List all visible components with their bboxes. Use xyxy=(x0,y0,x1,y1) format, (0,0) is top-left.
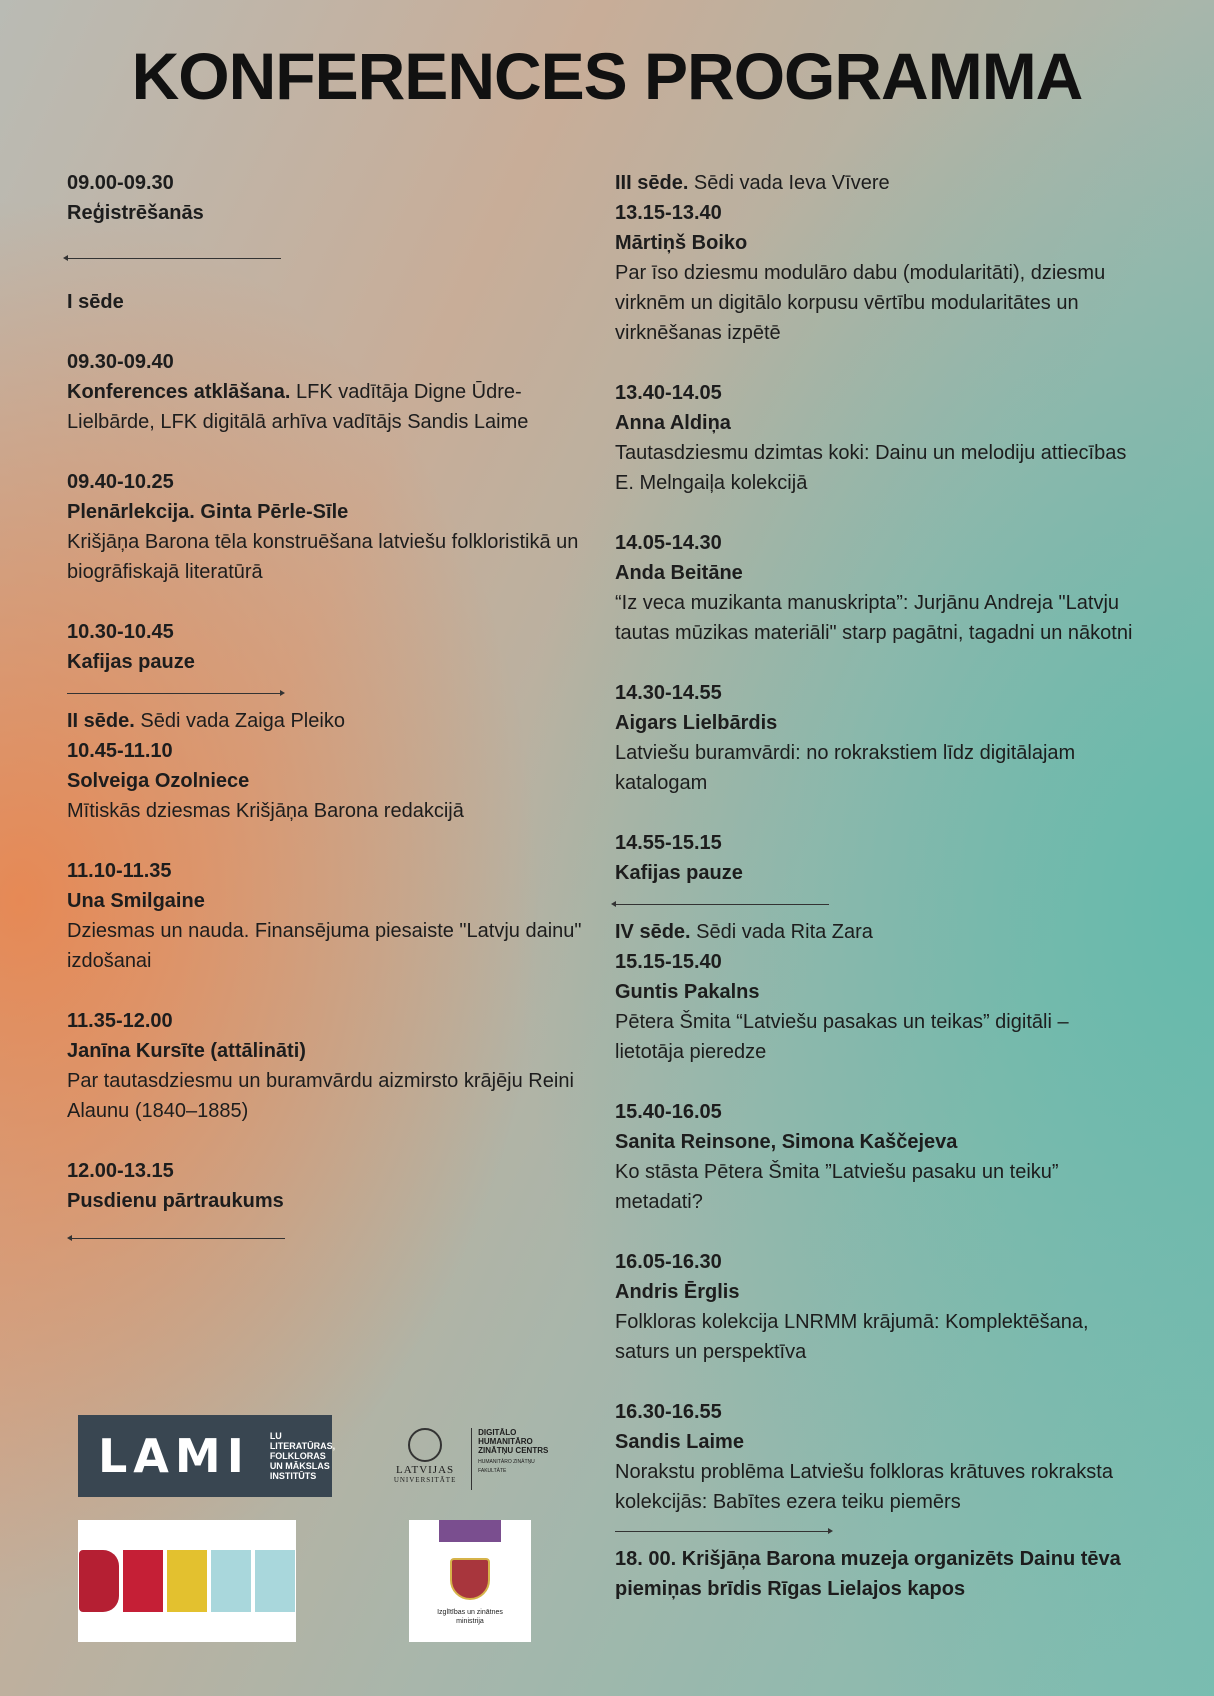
talk-title: “Iz veca muzikanta manuskripta”: Jurjānu Andreja "Latvju tautas mūzikas materiāli" starp pagātni, tagadni un nākotni xyxy=(615,592,1133,644)
time-label: 09.00-09.30 xyxy=(67,172,174,194)
time-label: 13.40-14.05 xyxy=(615,382,722,404)
session-1-heading xyxy=(67,287,587,317)
speaker-name: Andris Ērglis xyxy=(615,1281,740,1303)
session-2-block xyxy=(67,706,587,826)
talk-title: Norakstu problēma Latviešu folkloras krātuves rokraksta kolekcijās: Babītes ezera teiku piemērs xyxy=(615,1461,1113,1513)
session-heading xyxy=(615,168,1135,198)
section-divider xyxy=(615,1531,829,1532)
section-divider xyxy=(615,904,829,905)
time-label: 11.10-11.35 xyxy=(67,860,172,882)
section-divider xyxy=(67,258,281,259)
speaker-name: Anda Beitāne xyxy=(615,562,743,584)
break-label: Pusdienu pārtraukums xyxy=(67,1190,284,1212)
dhzc-name: DIGITĀLO HUMANITĀRO ZINĀTŅU CENTRS xyxy=(478,1428,549,1455)
talk-title: Folkloras kolekcija LNRMM krājumā: Komplektēšana, saturs un perspektīva xyxy=(615,1311,1089,1363)
lunch-block xyxy=(67,1156,587,1216)
talk-block xyxy=(615,378,1135,498)
time-label: 16.05-16.30 xyxy=(615,1251,722,1273)
break-label: Kafijas pauze xyxy=(67,651,195,673)
talk-title: Tautasdziesmu dzimtas koki: Dainu un melodiju attiecības E. Melngaiļa kolekcijā xyxy=(615,442,1127,494)
talk-block xyxy=(67,856,587,976)
section-divider xyxy=(67,693,281,694)
speaker-name: Anna Aldiņa xyxy=(615,412,731,434)
time-label: 13.15-13.40 xyxy=(615,202,722,224)
speaker-name: Guntis Pakalns xyxy=(615,981,760,1003)
talk-title: Ko stāsta Pētera Šmita ”Latviešu pasaku un teiku” metadati? xyxy=(615,1161,1059,1213)
dhzc-text xyxy=(478,1428,555,1476)
dhh-letter-shape xyxy=(79,1550,119,1612)
coffee-break-block xyxy=(67,617,587,677)
talk-block xyxy=(67,1006,587,1126)
registration-label: Reģistrēšanās xyxy=(67,202,204,224)
program-left-column xyxy=(67,168,587,1239)
coffee-break-block xyxy=(615,828,1135,888)
talk-block xyxy=(615,528,1135,648)
speaker-name: Sandis Laime xyxy=(615,1431,744,1453)
session-label: IV sēde. xyxy=(615,921,691,943)
session-chair: Sēdi vada Zaiga Pleiko xyxy=(134,710,345,732)
dhh-letter-shape xyxy=(255,1550,295,1612)
lu-dhzc-logo xyxy=(385,1428,555,1498)
time-label: 15.15-15.40 xyxy=(615,951,722,973)
session-chair: Sēdi vada Ieva Vīvere xyxy=(688,172,890,194)
talk-block xyxy=(615,1397,1135,1517)
plenary-block xyxy=(67,467,587,587)
lu-seal xyxy=(385,1428,465,1484)
lu-name: LATVIJAS xyxy=(396,1464,455,1476)
talk-block xyxy=(615,1097,1135,1217)
section-divider xyxy=(71,1238,285,1239)
time-label: 11.35-12.00 xyxy=(67,1010,173,1032)
lami-logo xyxy=(78,1415,336,1497)
time-label: 10.45-11.10 xyxy=(67,740,173,762)
session-3-block xyxy=(615,168,1135,348)
talk-title: Par īso dziesmu modulāro dabu (modularitāti), dziesmu virknēm un digitālo korpusu vērtību modularitātes un virknēšanas izpētē xyxy=(615,262,1106,344)
talk-block xyxy=(615,678,1135,798)
break-label: Kafijas pauze xyxy=(615,862,743,884)
time-label: 12.00-13.15 xyxy=(67,1160,174,1182)
opening-block xyxy=(67,347,587,437)
talk-title: Par tautasdziesmu un buramvārdu aizmirsto krājēju Reini Alaunu (1840–1885) xyxy=(67,1070,574,1122)
closing-event: 18. 00. Krišjāņa Barona muzeja organizēts Dainu tēva piemiņas brīdis Rīgas Lielajos kapos xyxy=(615,1548,1121,1600)
speaker-name: Sanita Reinsone, Simona Kaščejeva xyxy=(615,1131,958,1153)
opening-desc: LFK vadītāja Digne Ūdre-Lielbārde, LFK digitālā arhīva vadītājs Sandis Laime xyxy=(67,381,529,433)
talk-title: Mītiskās dziesmas Krišjāņa Barona redakcijā xyxy=(67,800,464,822)
izm-logo xyxy=(409,1520,531,1642)
lu-sub: UNIVERSITĀTE xyxy=(393,1476,457,1484)
talk-title: Latviešu buramvārdi: no rokrakstiem līdz digitālajam katalogam xyxy=(615,742,1076,794)
talk-title: Dziesmas un nauda. Finansējuma piesaiste "Latvju dainu" izdošanai xyxy=(67,920,582,972)
session-4-block xyxy=(615,917,1135,1067)
time-label: 16.30-16.55 xyxy=(615,1401,722,1423)
logo-separator xyxy=(471,1428,472,1490)
university-seal-icon xyxy=(408,1428,442,1462)
izm-caption: Izglītības un zinātnes ministrija xyxy=(437,1609,503,1625)
session-heading xyxy=(67,706,587,736)
session-label: I sēde xyxy=(67,291,124,313)
talk-block xyxy=(615,1247,1135,1367)
dhh-letter-shape xyxy=(167,1550,207,1612)
speaker-name: Aigars Lielbārdis xyxy=(615,712,778,734)
time-label: 09.30-09.40 xyxy=(67,351,174,373)
session-chair: Sēdi vada Rita Zara xyxy=(690,921,873,943)
talk-title: Pētera Šmita “Latviešu pasakas un teikas” digitāli – lietotāja pieredze xyxy=(615,1011,1069,1063)
opening-label: Konferences atklāšana. xyxy=(67,381,291,403)
coat-of-arms-icon xyxy=(450,1558,490,1600)
dhh-letter-shape xyxy=(123,1550,163,1612)
lami-text: LU LITERATŪRAS, FOLKLORAS UN MĀKSLAS INSTITŪTS xyxy=(269,1431,336,1481)
page-title: KONFERENCES PROGRAMMA xyxy=(131,39,1083,113)
session-label: III sēde. xyxy=(615,172,689,194)
speaker-name: Una Smilgaine xyxy=(67,890,205,912)
dhh-letter-shape xyxy=(211,1550,251,1612)
lami-mark: LAMI xyxy=(98,1429,250,1483)
izm-color-bar xyxy=(439,1520,501,1542)
time-label: 09.40-10.25 xyxy=(67,471,174,493)
speaker-name: Plenārlekcija. Ginta Pērle-Sīle xyxy=(67,501,349,523)
dhh-logo xyxy=(78,1520,296,1642)
speaker-name: Mārtiņš Boiko xyxy=(615,232,748,254)
time-label: 14.30-14.55 xyxy=(615,682,722,704)
session-label: II sēde. xyxy=(67,710,135,732)
time-label: 15.40-16.05 xyxy=(615,1101,722,1123)
time-label: 14.05-14.30 xyxy=(615,532,722,554)
speaker-name: Solveiga Ozolniece xyxy=(67,770,250,792)
program-right-column xyxy=(615,168,1135,1604)
registration-block xyxy=(67,168,587,228)
talk-title: Krišjāņa Barona tēla konstruēšana latviešu folkloristikā un biogrāfiskajā literatūrā xyxy=(67,531,579,583)
session-heading xyxy=(615,917,1135,947)
faculty-name: HUMANITĀRO ZINĀTŅU FAKULTĀTE xyxy=(478,1459,535,1474)
time-label: 14.55-15.15 xyxy=(615,832,722,854)
time-label: 10.30-10.45 xyxy=(67,621,174,643)
speaker-name: Janīna Kursīte (attālināti) xyxy=(67,1040,306,1062)
opening-text xyxy=(67,377,587,437)
